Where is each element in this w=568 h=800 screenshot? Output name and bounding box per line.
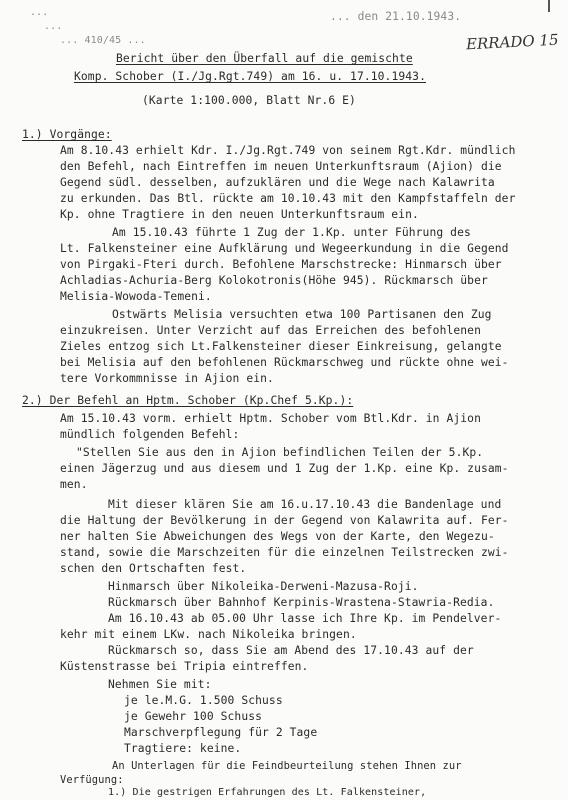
- body-line: Am 16.10.43 ab 05.00 Uhr lasse ich Ihre Kp. im Pendelver-: [108, 612, 502, 625]
- body-line: "Stellen Sie aus den in Ajion befindlichen Teilen der 5.Kp.: [76, 446, 484, 459]
- body-line: die Haltung der Bevölkerung in der Gegend von Kalawrita auf. Fer-: [60, 514, 509, 527]
- body-line: mündlich folgenden Befehl:: [60, 428, 240, 441]
- body-line: Marschverpflegung für 2 Tage: [124, 726, 318, 739]
- body-line: Kp. ohne Tragtiere in den neuen Unterkunftsraum ein.: [60, 208, 419, 221]
- section-heading-2: 2.) Der Befehl an Hptm. Schober (Kp.Chef 5.Kp.):: [22, 394, 354, 407]
- body-line: einen Jägerzug und aus diesem und 1 Zug der 1.Kp. eine Kp. zusam-: [60, 462, 509, 475]
- body-line: tere Vorkommnisse in Ajion ein.: [60, 372, 274, 385]
- body-line: Verfügung:: [60, 774, 124, 786]
- map-reference: (Karte 1:100.000, Blatt Nr.6 E): [142, 94, 356, 107]
- document-date: ... den 21.10.1943.: [330, 10, 462, 23]
- body-line: Mit dieser klären Sie am 16.u.17.10.43 die Bandenlage und: [108, 498, 502, 511]
- body-line: Am 15.10.43 führte 1 Zug der 1.Kp. unter Führung des: [112, 226, 471, 239]
- body-line: Rückmarsch über Bahnhof Kerpinis-Wrastena-Stawria-Redia.: [108, 596, 495, 609]
- body-line: schen den Ortschaften fest.: [60, 562, 247, 575]
- body-line: je Gewehr 100 Schuss: [124, 710, 263, 723]
- body-line: Melisia-Wowoda-Temeni.: [60, 290, 212, 303]
- body-line: bei Melisia auf den befohlenen Rückmarschweg und rückte ohne wei-: [60, 356, 509, 369]
- margin-mark: [548, 0, 550, 12]
- body-line: den Befehl, nach Eintreffen im neuen Unterkunftsraum (Ajion) die: [60, 160, 502, 173]
- stamp-line-1: ...: [30, 7, 49, 18]
- body-line: An Unterlagen für die Feindbeurteilung stehen Ihnen zur: [112, 760, 462, 772]
- body-line: zu erkunden. Das Btl. rückte am 10.10.43 mit den Kampfstaffeln der: [60, 192, 516, 205]
- body-line: men.: [60, 478, 88, 491]
- body-line: Am 15.10.43 vorm. erhielt Hptm. Schober vom Btl.Kdr. in Ajion: [60, 412, 481, 425]
- handwritten-annotation: ERRADO 15: [465, 30, 559, 54]
- body-line: ner halten Sie Abweichungen des Wegs von der Karte, den Wegezu-: [60, 530, 495, 543]
- title-line-1: Bericht über den Überfall auf die gemischte: [116, 52, 413, 65]
- body-line: kehr mit einem LKw. nach Nikoleika bringen.: [60, 628, 357, 641]
- body-line: je le.M.G. 1.500 Schuss: [124, 694, 283, 707]
- body-line: Hinmarsch über Nikoleika-Derweni-Mazusa-Roji.: [108, 580, 419, 593]
- stamp-line-2: ...: [44, 21, 63, 32]
- title-line-2: Komp. Schober (I./Jg.Rgt.749) am 16. u. 17.10.1943.: [74, 70, 426, 83]
- body-line: Küstenstrasse bei Tripia eintreffen.: [60, 660, 309, 673]
- body-line: Gegend südl. desselben, aufzuklären und die Wege nach Kalawrita: [60, 176, 495, 189]
- body-line: Ostwärts Melisia versuchten etwa 100 Partisanen den Zug: [112, 308, 492, 321]
- section-heading-1: 1.) Vorgänge:: [22, 128, 112, 141]
- stamp-line-3: ... 410/45 ...: [60, 35, 146, 46]
- body-line: einzukreisen. Unter Verzicht auf das Erreichen des befohlenen: [60, 324, 481, 337]
- body-line: Nehmen Sie mit:: [108, 678, 212, 691]
- body-line: Achladias-Achuria-Berg Kolokotronis(Höhe 945). Rückmarsch über: [60, 274, 488, 287]
- body-line: von Pirgaki-Fteri durch. Befohlene Marschstrecke: Hinmarsch über: [60, 258, 502, 271]
- body-line: Am 8.10.43 erhielt Kdr. I./Jg.Rgt.749 von seinem Rgt.Kdr. mündlich: [60, 144, 516, 157]
- body-line: Rückmarsch so, dass Sie am Abend des 17.10.43 auf der: [108, 644, 474, 657]
- body-line: 1.) Die gestrigen Erfahrungen des Lt. Falkensteiner,: [108, 787, 427, 798]
- body-line: Lt. Falkensteiner eine Aufklärung und Wegeerkundung in die Gegend: [60, 242, 509, 255]
- body-line: Zieles entzog sich Lt.Falkensteiner dieser Einkreisung, gelangte: [60, 340, 502, 353]
- body-line: stand, sowie die Marschzeiten für die einzelnen Teilstrecken zwi-: [60, 546, 509, 559]
- body-line: Tragtiere: keine.: [124, 742, 242, 755]
